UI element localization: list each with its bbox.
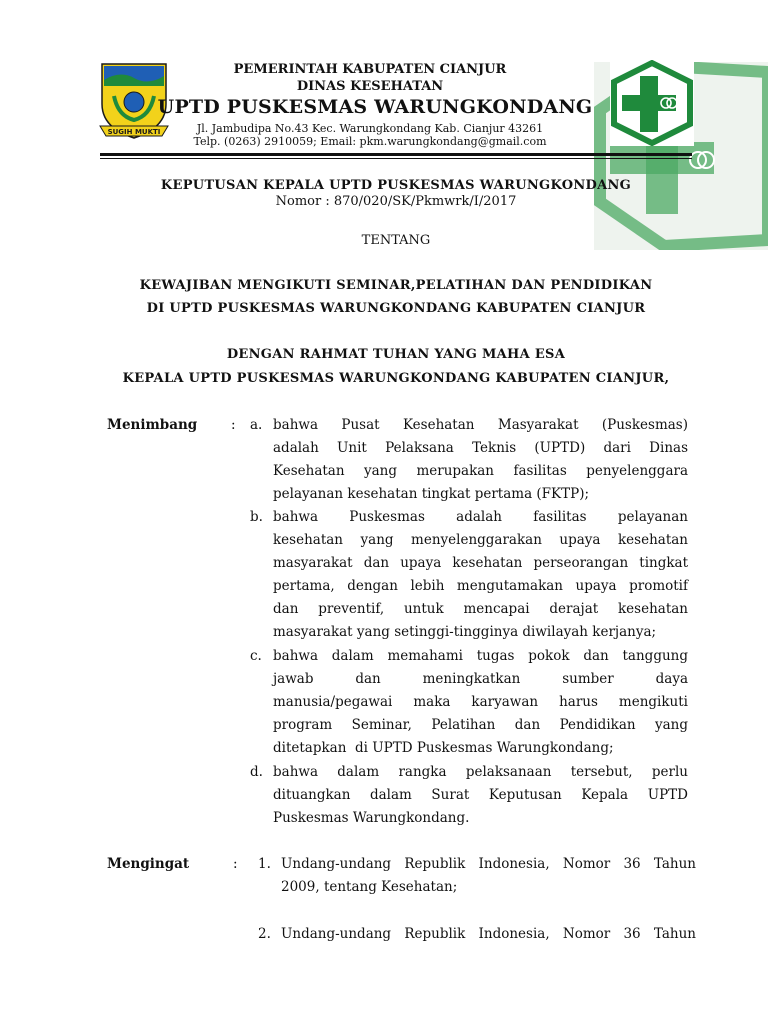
decree-about: TENTANG xyxy=(361,233,431,248)
menimbang-b-line-4: pertama, dengan lebih mengutamakan upaya promotif xyxy=(273,578,688,594)
org-name: UPTD PUSKESMAS WARUNGKONDANG xyxy=(157,96,593,118)
gov-name: PEMERINTAH KABUPATEN CIANJUR xyxy=(233,62,507,77)
letterhead-rule-thick xyxy=(100,153,692,156)
menimbang-marker-b: b. xyxy=(250,509,263,525)
menimbang-a-line-1: bahwa Pusat Kesehatan Masyarakat (Puskesmas) xyxy=(273,417,688,433)
menimbang-c-line-3: manusia/pegawai maka karyawan harus mengikuti xyxy=(273,694,688,710)
decree-blessing: DENGAN RAHMAT TUHAN YANG MAHA ESA xyxy=(226,347,566,362)
menimbang-colon: : xyxy=(231,417,236,433)
menimbang-c-line-4: program Seminar, Pelatihan dan Pendidikan yang xyxy=(273,717,688,733)
menimbang-a-line-4: pelayanan kesehatan tingkat pertama (FKTP); xyxy=(273,486,590,502)
mengingat-1-line-1: Undang-undang Republik Indonesia, Nomor 36 Tahun xyxy=(281,856,696,872)
decree-title: KEPUTUSAN KEPALA UPTD PUSKESMAS WARUNGKONDANG xyxy=(160,178,632,193)
decree-number: Nomor : 870/020/SK/Pkmwrk/I/2017 xyxy=(275,194,517,209)
menimbang-marker-a: a. xyxy=(250,417,263,433)
menimbang-d-line-3: Puskesmas Warungkondang. xyxy=(273,810,470,826)
mengingat-2-line-1: Undang-undang Republik Indonesia, Nomor 36 Tahun xyxy=(281,926,696,942)
menimbang-a-line-2: adalah Unit Pelaksana Teknis (UPTD) dari Dinas xyxy=(273,440,688,456)
menimbang-b-line-1: bahwa Puskesmas adalah fasilitas pelayanan xyxy=(273,509,688,525)
menimbang-c-line-2: jawab dan meningkatkan sumber daya xyxy=(273,671,688,687)
menimbang-b-line-5: dan preventif, untuk mencapai derajat kesehatan xyxy=(273,601,688,617)
mengingat-label: Mengingat xyxy=(107,856,190,872)
menimbang-d-line-2: dituangkan dalam Surat Keputusan Kepala UPTD xyxy=(273,787,688,803)
org-contact: Telp. (0263) 2910059; Email: pkm.warungkondang@gmail.com xyxy=(193,135,547,148)
menimbang-marker-d: d. xyxy=(250,764,263,780)
menimbang-b-line-3: masyarakat dan upaya kesehatan perseorangan tingkat xyxy=(273,555,688,571)
menimbang-c-line-1: bahwa dalam memahami tugas pokok dan tanggung xyxy=(273,648,688,664)
menimbang-b-line-2: kesehatan yang menyelenggarakan upaya kesehatan xyxy=(273,532,688,548)
decree-subject-line2: DI UPTD PUSKESMAS WARUNGKONDANG KABUPATEN CIANJUR xyxy=(146,301,646,316)
menimbang-marker-c: c. xyxy=(250,648,262,664)
menimbang-c-line-5: ditetapkan di UPTD Puskesmas Warungkondang; xyxy=(273,740,614,756)
letterhead-rule-thin xyxy=(100,158,692,159)
dept-name: DINAS KESEHATAN xyxy=(296,79,444,94)
menimbang-a-line-3: Kesehatan yang merupakan fasilitas penyelenggara xyxy=(273,463,688,479)
decree-authority: KEPALA UPTD PUSKESMAS WARUNGKONDANG KABUPATEN CIANJUR, xyxy=(122,371,670,386)
mengingat-1-line-2: 2009, tentang Kesehatan; xyxy=(281,879,458,895)
puskesmas-logo xyxy=(610,60,694,146)
mengingat-colon: : xyxy=(233,856,238,872)
mengingat-marker-2: 2. xyxy=(258,926,271,942)
mengingat-marker-1: 1. xyxy=(258,856,271,872)
menimbang-label: Menimbang xyxy=(107,417,198,433)
org-address: Jl. Jambudipa No.43 Kec. Warungkondang Kab. Cianjur 43261 xyxy=(196,122,544,135)
logo-motto: SUGIH MUKTI xyxy=(107,128,161,136)
menimbang-b-line-6: masyarakat yang setinggi-tingginya diwilayah kerjanya; xyxy=(273,624,657,640)
menimbang-d-line-1: bahwa dalam rangka pelaksanaan tersebut, perlu xyxy=(273,764,688,780)
decree-subject-line1: KEWAJIBAN MENGIKUTI SEMINAR,PELATIHAN DAN PENDIDIKAN xyxy=(139,278,653,293)
